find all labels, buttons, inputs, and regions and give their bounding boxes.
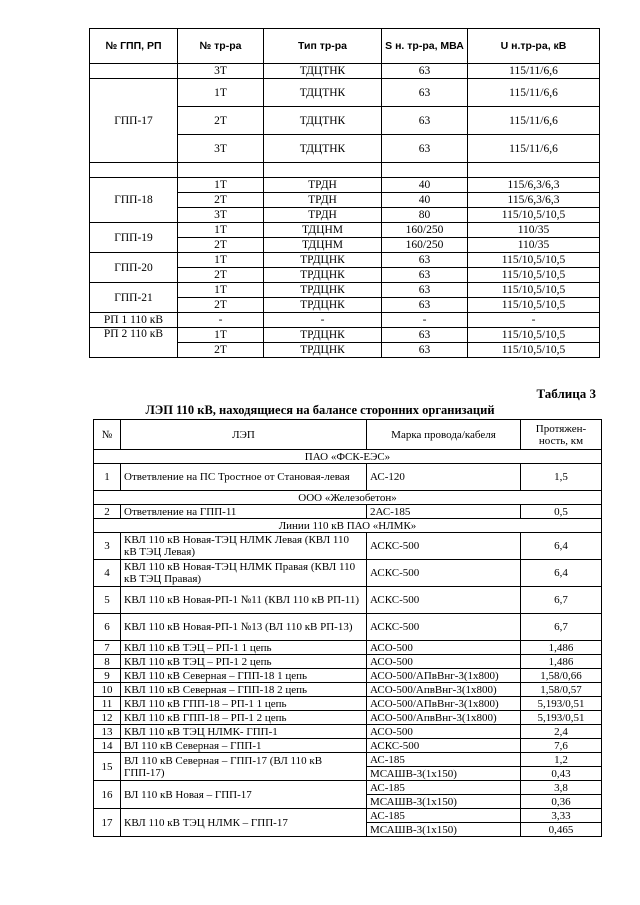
cell: 115/10,5/10,5 [468,298,600,313]
cell: 115/10,5/10,5 [468,328,600,343]
table-row [94,655,602,669]
group-heading: Линии 110 кВ ПАО «НЛМК» [94,519,602,533]
cell: 6,7 [521,614,602,641]
cell: ТРДЦНК [264,343,382,358]
table-row [90,253,600,268]
cell [264,163,382,178]
cell: 1 [94,464,121,491]
cell: КВЛ 110 кВ Северная – ГПП-18 1 цепь [121,669,367,683]
cell: 63 [382,135,468,163]
cell: 2Т [178,343,264,358]
group-cell: ГПП-18 [90,178,178,223]
cell: 6,4 [521,560,602,587]
cell: 3Т [178,208,264,223]
table-row [94,464,602,491]
cell: 2Т [178,268,264,283]
cell: 40 [382,178,468,193]
cell: 115/11/6,6 [468,79,600,107]
table-row [94,560,602,587]
cell: - [468,313,600,328]
cell: 1,5 [521,464,602,491]
transformers-table [89,28,600,358]
power-lines-table [93,419,602,837]
cell: 9 [94,669,121,683]
table-row [90,79,600,107]
cell: АСКС-500 [367,533,521,560]
table-row [90,328,600,343]
cell: АС-185 [367,781,521,795]
cell [468,163,600,178]
table-row [94,781,602,795]
cell: 7,6 [521,739,602,753]
group-heading: ООО «Железобетон» [94,491,602,505]
group-cell-empty [90,64,178,79]
table-row [94,533,602,560]
table-row [90,223,600,238]
cell: ТРДН [264,193,382,208]
cell: КВЛ 110 кВ Северная – ГПП-18 2 цепь [121,683,367,697]
cell: 15 [94,753,121,781]
cell: 2АС-185 [367,505,521,519]
table-row [94,753,602,767]
cell: ТДЦТНК [264,135,382,163]
cell: 1,486 [521,641,602,655]
cell: ТДЦТНК [264,79,382,107]
table-row [94,683,602,697]
table-caption: ЛЭП 110 кВ, находящиеся на балансе сторонних организаций [145,403,495,417]
cell: МСАШВ-3(1х150) [367,767,521,781]
cell: 3 [94,533,121,560]
cell: 63 [382,79,468,107]
cell: 12 [94,711,121,725]
cell [90,163,178,178]
cell: 7 [94,641,121,655]
group-cell: ГПП-17 [90,79,178,163]
cell: 0,465 [521,823,602,837]
cell: Ответвление на ПС Тростное от Становая-левая [121,464,367,491]
cell: 10 [94,683,121,697]
cell: 115/10,5/10,5 [468,283,600,298]
cell: 6,4 [521,533,602,560]
cell: 63 [382,253,468,268]
group-row [94,519,602,533]
cell: 3Т [178,64,264,79]
cell: 1,58/0,57 [521,683,602,697]
cell: 2 [94,505,121,519]
cell: 63 [382,64,468,79]
table-row [94,809,602,823]
table-row [94,587,602,614]
header-cell: № [94,420,121,450]
cell: 14 [94,739,121,753]
cell: КВЛ 110 кВ ГПП-18 – РП-1 1 цепь [121,697,367,711]
cell: 5 [94,587,121,614]
table-row [94,614,602,641]
header-cell: U н.тр-ра, кВ [468,29,600,64]
cell: ТРДЦНК [264,268,382,283]
cell: 160/250 [382,223,468,238]
cell: 63 [382,328,468,343]
cell: АСКС-500 [367,587,521,614]
cell: 2Т [178,298,264,313]
cell: ВЛ 110 кВ Северная – ГПП-1 [121,739,367,753]
cell: 8 [94,655,121,669]
cell: 110/35 [468,238,600,253]
cell: ТРДЦНК [264,283,382,298]
cell: 3,33 [521,809,602,823]
header-cell: ЛЭП [121,420,367,450]
cell: 1Т [178,79,264,107]
cell: АСО-500 [367,641,521,655]
cell: КВЛ 110 кВ Новая-ТЭЦ НЛМК Левая (КВЛ 110 кВ ТЭЦ Левая) [121,533,367,560]
cell: 1Т [178,283,264,298]
table-row [94,739,602,753]
cell: КВЛ 110 кВ Новая-РП-1 №11 (КВЛ 110 кВ РП-11) [121,587,367,614]
cell: ВЛ 110 кВ Новая – ГПП-17 [121,781,367,809]
group-cell: РП 2 110 кВ [90,328,178,358]
table-row [90,283,600,298]
cell: 3Т [178,135,264,163]
cell: 2,4 [521,725,602,739]
header-cell: S н. тр-ра, МВА [382,29,468,64]
cell: АСКС-500 [367,739,521,753]
cell: 1Т [178,328,264,343]
cell: АСО-500/АпвВнг-3(1х800) [367,683,521,697]
cell: 16 [94,781,121,809]
cell: КВЛ 110 кВ Новая-ТЭЦ НЛМК Правая (КВЛ 110 кВ ТЭЦ Правая) [121,560,367,587]
header-cell: № тр-ра [178,29,264,64]
cell: 115/10,5/10,5 [468,268,600,283]
cell: 63 [382,298,468,313]
group-cell: ГПП-20 [90,253,178,283]
table-row [90,178,600,193]
cell: 5,193/0,51 [521,711,602,725]
table-row [90,163,600,178]
table-row [94,697,602,711]
header-cell: № ГПП, РП [90,29,178,64]
cell: ТДЦТНК [264,107,382,135]
cell: - [264,313,382,328]
cell: 115/11/6,6 [468,135,600,163]
cell: 17 [94,809,121,837]
cell: 6,7 [521,587,602,614]
cell: 6 [94,614,121,641]
table-header-row [94,420,602,450]
cell: 1Т [178,178,264,193]
cell: 115/10,5/10,5 [468,208,600,223]
cell: АСКС-500 [367,560,521,587]
cell: КВЛ 110 кВ ТЭЦ НЛМК- ГПП-1 [121,725,367,739]
cell: КВЛ 110 кВ Новая-РП-1 №13 (ВЛ 110 кВ РП-13) [121,614,367,641]
cell: 3,8 [521,781,602,795]
cell: АСО-500/АПвВнг-3(1х800) [367,697,521,711]
cell: Ответвление на ГПП-11 [121,505,367,519]
cell: 160/250 [382,238,468,253]
cell: 2Т [178,193,264,208]
table-row [94,641,602,655]
cell: ТРДЦНК [264,328,382,343]
cell: 40 [382,193,468,208]
cell: 4 [94,560,121,587]
cell: ТРДН [264,178,382,193]
cell: ТДЦНМ [264,238,382,253]
cell: АСО-500/АПвВнг-3(1х800) [367,669,521,683]
cell: 0,36 [521,795,602,809]
cell: АСО-500 [367,725,521,739]
cell: КВЛ 110 кВ ТЭЦ – РП-1 2 цепь [121,655,367,669]
cell: 115/6,3/6,3 [468,178,600,193]
header-cell: Протяжен-ность, км [521,420,602,450]
cell: МСАШВ-3(1х150) [367,795,521,809]
cell: 5,193/0,51 [521,697,602,711]
table-header-row [90,29,600,64]
cell: 80 [382,208,468,223]
cell: КВЛ 110 кВ ТЭЦ – РП-1 1 цепь [121,641,367,655]
group-row [94,450,602,464]
cell: ВЛ 110 кВ Северная – ГПП-17 (ВЛ 110 кВ ГПП-17) [121,753,367,781]
group-cell: ГПП-19 [90,223,178,253]
cell: 1Т [178,223,264,238]
cell: 0,43 [521,767,602,781]
cell: 63 [382,283,468,298]
cell: 115/11/6,6 [468,64,600,79]
cell: 63 [382,343,468,358]
cell: 1,486 [521,655,602,669]
cell: АС-185 [367,753,521,767]
header-cell: Марка провода/кабеля [367,420,521,450]
cell: ТДЦНМ [264,223,382,238]
cell: 115/11/6,6 [468,107,600,135]
cell: АС-120 [367,464,521,491]
cell: АС-185 [367,809,521,823]
cell: КВЛ 110 кВ ГПП-18 – РП-1 2 цепь [121,711,367,725]
cell: ТДЦТНК [264,64,382,79]
cell [178,163,264,178]
cell: ТРДЦНК [264,253,382,268]
cell: - [382,313,468,328]
cell: АСКС-500 [367,614,521,641]
cell: 2Т [178,107,264,135]
table-row [94,725,602,739]
table-row [94,711,602,725]
table-row [90,64,600,79]
table-row [94,505,602,519]
table-row [94,669,602,683]
cell: 0,5 [521,505,602,519]
cell: АСО-500/АпвВнг-3(1х800) [367,711,521,725]
group-row [94,491,602,505]
cell: 2Т [178,238,264,253]
cell: 115/10,5/10,5 [468,253,600,268]
cell: 11 [94,697,121,711]
cell: 63 [382,107,468,135]
cell [382,163,468,178]
cell: ТРДН [264,208,382,223]
group-cell: ГПП-21 [90,283,178,313]
cell: - [178,313,264,328]
cell: 110/35 [468,223,600,238]
cell: 115/10,5/10,5 [468,343,600,358]
cell: АСО-500 [367,655,521,669]
cell: 63 [382,268,468,283]
cell: 1Т [178,253,264,268]
table-label: Таблица 3 [536,386,596,401]
group-cell: РП 1 110 кВ [90,313,178,328]
cell: 1,58/0,66 [521,669,602,683]
cell: МСАШВ-3(1х150) [367,823,521,837]
cell: 115/6,3/6,3 [468,193,600,208]
cell: ТРДЦНК [264,298,382,313]
cell: 1,2 [521,753,602,767]
group-heading: ПАО «ФСК-ЕЭС» [94,450,602,464]
cell: 13 [94,725,121,739]
header-cell: Тип тр-ра [264,29,382,64]
cell: КВЛ 110 кВ ТЭЦ НЛМК – ГПП-17 [121,809,367,837]
table-row [90,313,600,328]
